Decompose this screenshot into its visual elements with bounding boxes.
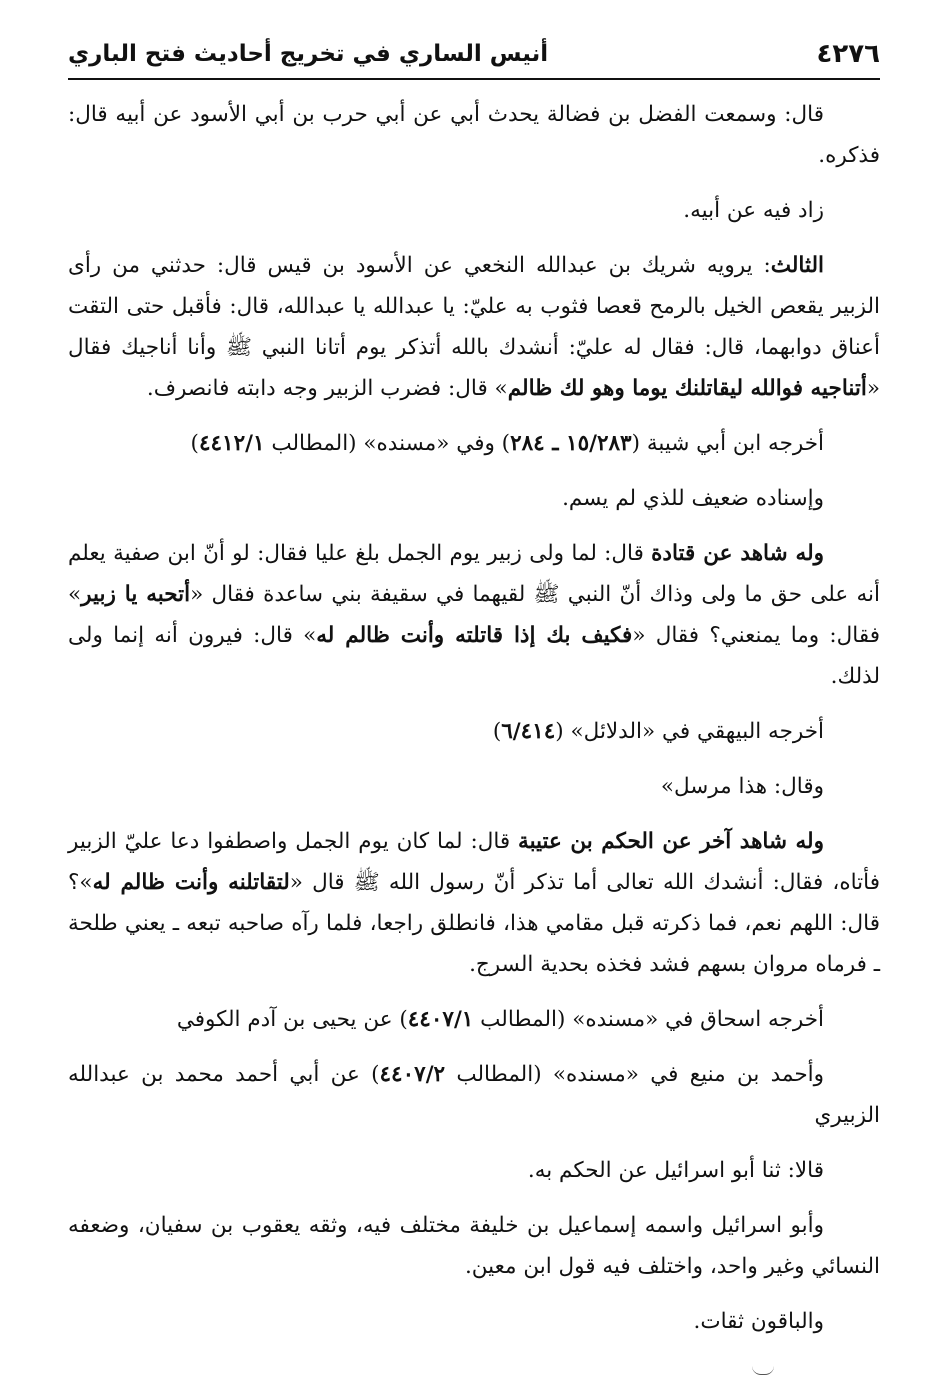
text-run: زاد فيه عن أبيه. — [683, 198, 824, 223]
bold-text: وله شاهد عن قتادة — [651, 541, 824, 566]
text-run: : يرويه شريك بن عبدالله النخعي عن الأسود بن قيس قال: حدثني من رأى الزبير يقعص الخيل بالرمح قعصا فثوب به عليّ: يا عبدالله يا عبدالله، قال: فأقبل حتى التقت أعناق دوابهما، قال: فقال له عليّ: أنشدك بالله أتذكر يوم أتانا النبي ﷺ وأنا أناجيك فقال « — [68, 253, 880, 401]
paragraph — [68, 1054, 880, 1136]
text-run: »؟ قال: اللهم نعم، فما ذكرته قبل مقامي هذا، فانطلق راجعا، فلما رآه صاحبه تبعه ـ يعني طلحة ـ فرماه مروان بسهم فشد فخذه بحدية السرج. — [68, 870, 880, 977]
text-run: ) عن يحيى بن آدم الكوفي — [176, 1007, 408, 1032]
text-run: أخرجه البيهقي في «الدلائل» ( — [555, 719, 824, 744]
text-run: ) — [190, 431, 199, 456]
text-run: » فقال: وما يمنعني؟ فقال « — [68, 582, 880, 648]
bold-text: ٤٤٠٧/٢ — [379, 1062, 446, 1087]
paragraph — [68, 999, 880, 1040]
paragraph — [68, 821, 880, 985]
text-run: وإسناده ضعيف للذي لم يسم. — [562, 486, 824, 511]
text-run: والباقون ثقات. — [693, 1309, 824, 1334]
bold-text: ١٥/٢٨٣ ـ ٢٨٤ — [510, 431, 632, 456]
bold-text: أتحبه يا زبير — [81, 582, 191, 607]
page-number: ٤٢٧٦ — [816, 39, 880, 69]
paragraph — [68, 711, 880, 752]
bold-text: الثالث — [770, 253, 824, 278]
text-run: قال: لما كان يوم الجمل واصطفوا دعا عليّ الزبير فأتاه، فقال: أنشدك الله تعالى أما تذكر أنّ رسول الله ﷺ قال « — [68, 829, 880, 895]
bold-text: ٤٤١٢/١ — [198, 431, 265, 456]
paragraph — [68, 423, 880, 464]
text-run: » قال: فيرون أنه إنما ولى لذلك. — [68, 623, 880, 689]
pen-mark — [752, 1366, 774, 1375]
paragraph — [68, 533, 880, 697]
text-run: أخرجه ابن أبي شيبة ( — [631, 431, 824, 456]
bold-text: فكيف بك إذا قاتلته وأنت ظالم له — [316, 623, 633, 648]
bold-text: وله شاهد آخر عن الحكم بن عتيبة — [518, 829, 824, 854]
paragraph — [68, 190, 880, 231]
paragraph — [68, 478, 880, 519]
text-run: ) — [492, 719, 502, 744]
main-text — [68, 94, 880, 1356]
page-header — [68, 30, 880, 80]
paragraph — [68, 1301, 880, 1342]
book-title: أنيس الساري في تخريج أحاديث فتح الباري — [68, 41, 549, 67]
text-run: وأحمد بن منيع في «مسنده» (المطالب — [445, 1062, 824, 1087]
text-run: أخرجه اسحاق في «مسنده» (المطالب — [473, 1007, 824, 1032]
bold-text: ٦/٤١٤ — [501, 719, 556, 744]
text-run: ) وفي «مسنده» (المطالب — [264, 431, 511, 456]
paragraph — [68, 94, 880, 176]
paragraph — [68, 1205, 880, 1287]
bold-text: لتقاتلنه وأنت ظالم له — [92, 870, 290, 895]
paragraph — [68, 1150, 880, 1191]
text-run: ) عن أبي أحمد محمد بن عبدالله الزبيري — [68, 1062, 880, 1128]
paragraph — [68, 245, 880, 409]
text-run: » قال: فضرب الزبير وجه دابته فانصرف. — [146, 376, 508, 401]
text-run: قال: وسمعت الفضل بن فضالة يحدث أبي عن أبي حرب بن أبي الأسود عن أبيه قال: فذكره. — [68, 102, 880, 168]
bold-text: أتناجيه فوالله ليقاتلنك يوما وهو لك ظالم — [507, 376, 867, 401]
paragraph — [68, 766, 880, 807]
text-run: وقال: هذا مرسل» — [660, 774, 824, 799]
text-run: قال: لما ولى زبير يوم الجمل بلغ عليا فقال: لو أنّ ابن صفية يعلم أنه على حق ما ولى وذاك أنّ النبي ﷺ لقيهما في سقيفة بني ساعدة فقال « — [68, 541, 880, 607]
text-run: وأبو اسرائيل واسمه إسماعيل بن خليفة مختلف فيه، وثقه يعقوب بن سفيان، وضعفه النسائي وغير واحد، واختلف فيه قول ابن معين. — [68, 1213, 880, 1279]
bold-text: ٤٤٠٧/١ — [407, 1007, 474, 1032]
text-run: قالا: ثنا أبو اسرائيل عن الحكم به. — [527, 1158, 824, 1183]
